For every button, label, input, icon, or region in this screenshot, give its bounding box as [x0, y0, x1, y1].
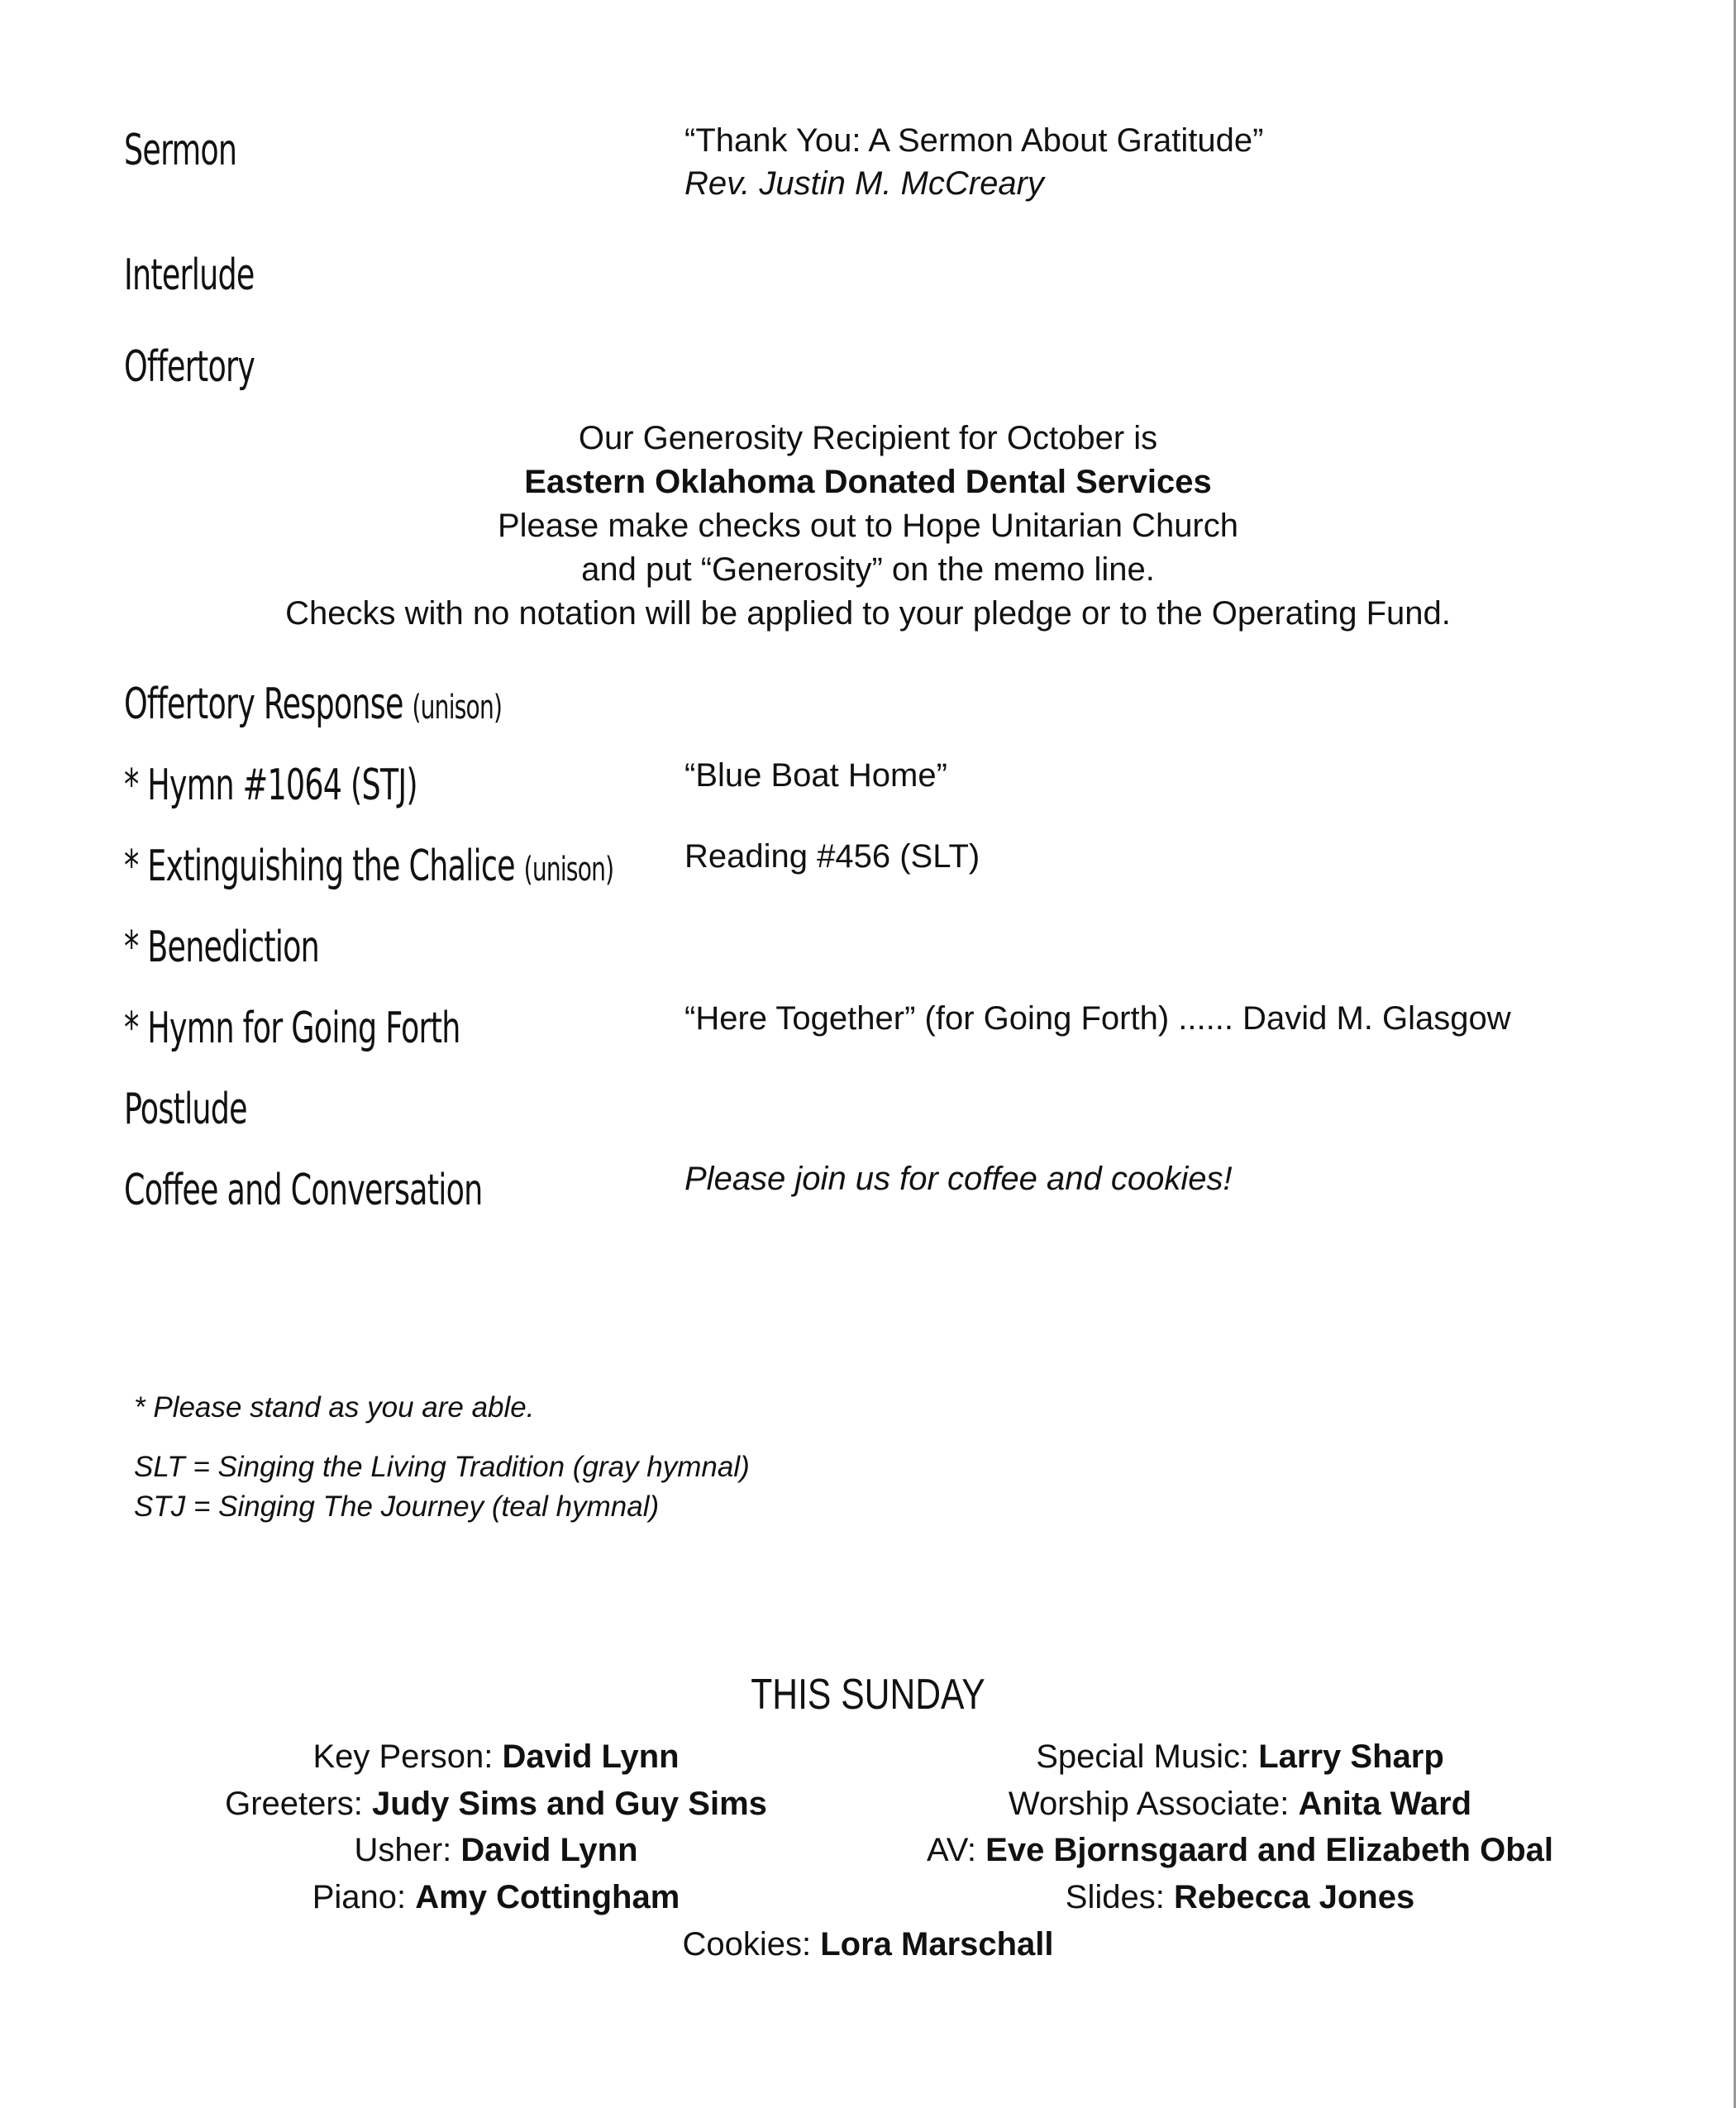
offertory-row	[124, 342, 292, 392]
benediction-row	[124, 923, 374, 972]
special-music-label: Special Music:	[1036, 1738, 1250, 1775]
postlude-row	[124, 1085, 282, 1134]
cookies-value: Lora Marschall	[820, 1926, 1054, 1963]
extinguish-note: (unison)	[523, 851, 614, 889]
offertory-label: Offertory	[124, 342, 255, 392]
credit-greeters	[165, 1786, 827, 1823]
credit-worship-associate	[909, 1786, 1571, 1823]
credit-usher	[165, 1832, 827, 1869]
sermon-label: Sermon	[124, 126, 237, 175]
this-sunday-title: THIS SUNDAY	[751, 1671, 985, 1719]
generosity-line-1: Our Generosity Recipient for October is	[578, 420, 1158, 456]
av-label: AV:	[927, 1832, 977, 1868]
generosity-block	[0, 417, 1736, 636]
credit-cookies	[537, 1926, 1199, 1963]
worship-associate-value: Anita Ward	[1298, 1786, 1472, 1822]
sermon-preacher: Rev. Justin M. McCreary	[684, 165, 1044, 202]
greeters-value: Judy Sims and Guy Sims	[371, 1786, 767, 1822]
sermon-row	[124, 126, 269, 175]
av-value: Eve Bjornsgaard and Elizabeth Obal	[985, 1832, 1553, 1868]
coffee-row	[124, 1166, 584, 1215]
going-forth-value: “Here Together” (for Going Forth) ...... David M. Glasgow	[684, 1000, 1511, 1037]
going-forth-row	[124, 1004, 555, 1053]
offertory-response-note: (unison)	[412, 689, 503, 727]
credit-slides	[909, 1879, 1571, 1916]
key-person-label: Key Person:	[312, 1738, 494, 1775]
worship-associate-label: Worship Associate:	[1008, 1786, 1290, 1822]
extinguish-label: * Extinguishing the Chalice	[124, 842, 515, 891]
going-forth-label: * Hymn for Going Forth	[124, 1004, 460, 1053]
extinguish-value: Reading #456 (SLT)	[684, 838, 980, 875]
usher-value: David Lynn	[460, 1832, 638, 1868]
greeters-label: Greeters:	[225, 1786, 363, 1822]
credit-special-music	[909, 1738, 1571, 1776]
coffee-value: Please join us for coffee and cookies!	[684, 1161, 1233, 1197]
hymn-label: * Hymn #1064 (STJ)	[124, 761, 417, 810]
hymn-value: “Blue Boat Home”	[684, 757, 947, 794]
offertory-response-label: Offertory Response	[124, 680, 403, 729]
cookies-label: Cookies:	[682, 1926, 812, 1963]
note-stand: * Please stand as you are able.	[134, 1391, 535, 1424]
special-music-value: Larry Sharp	[1258, 1738, 1444, 1775]
interlude-label: Interlude	[124, 250, 255, 300]
note-slt: SLT = Singing the Living Tradition (gray hymnal)	[134, 1451, 750, 1483]
extinguish-row	[124, 842, 751, 891]
credit-av	[909, 1832, 1571, 1869]
coffee-label: Coffee and Conversation	[124, 1166, 483, 1215]
credit-piano	[165, 1879, 827, 1916]
generosity-line-4: and put “Generosity” on the memo line.	[581, 551, 1155, 588]
offertory-response-row	[124, 680, 608, 729]
sermon-title: “Thank You: A Sermon About Gratitude”	[684, 122, 1264, 159]
benediction-label: * Benediction	[124, 923, 320, 972]
piano-label: Piano:	[312, 1879, 407, 1915]
slides-label: Slides:	[1065, 1879, 1165, 1915]
slides-value: Rebecca Jones	[1173, 1879, 1415, 1915]
credit-key-person	[165, 1738, 827, 1776]
piano-value: Amy Cottingham	[415, 1879, 680, 1915]
hymn-row	[124, 761, 500, 810]
note-stj: STJ = Singing The Journey (teal hymnal)	[134, 1490, 660, 1523]
generosity-line-5: Checks with no notation will be applied to your pledge or to the Operating Fund.	[285, 595, 1451, 632]
generosity-line-3: Please make checks out to Hope Unitarian Church	[497, 508, 1238, 544]
key-person-value: David Lynn	[502, 1738, 680, 1775]
usher-label: Usher:	[354, 1832, 452, 1868]
postlude-label: Postlude	[124, 1085, 247, 1134]
interlude-row	[124, 250, 291, 300]
generosity-recipient: Eastern Oklahoma Donated Dental Services	[524, 464, 1212, 500]
